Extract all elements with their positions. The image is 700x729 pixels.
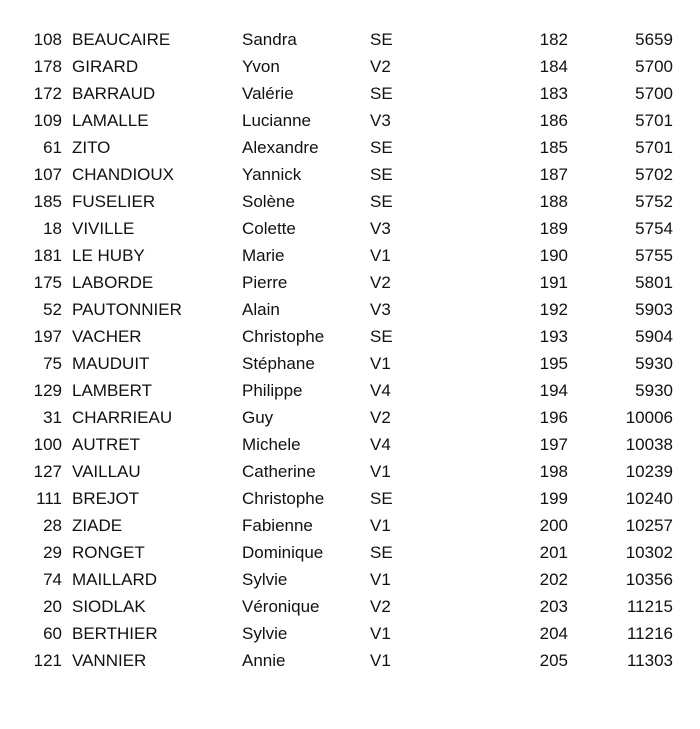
bib-number: 100 [33,435,62,454]
score: 10006 [625,408,673,427]
table-row [0,216,700,243]
category: SE [370,192,393,211]
rank: 191 [539,273,568,292]
category: V3 [370,111,391,130]
rank: 198 [539,462,568,481]
last-name: BEAUCAIRE [72,30,171,49]
table-row [0,243,700,270]
rank: 184 [539,57,568,76]
last-name: GIRARD [72,57,139,76]
rank: 204 [539,624,568,643]
first-name: Yvon [242,57,280,76]
category: V3 [370,300,391,319]
first-name: Lucianne [242,111,312,130]
first-name: Philippe [242,381,303,400]
score: 5659 [635,30,673,49]
first-name: Sandra [242,30,297,49]
category: V3 [370,219,391,238]
first-name: Colette [242,219,296,238]
rank: 187 [539,165,568,184]
bib-number: 109 [33,111,62,130]
first-name: Sylvie [242,570,288,589]
score: 10038 [625,435,673,454]
score: 10240 [625,489,673,508]
bib-number: 181 [33,246,62,265]
last-name: CHANDIOUX [72,165,175,184]
first-name: Véronique [242,597,320,616]
rank: 185 [539,138,568,157]
score: 5755 [635,246,673,265]
last-name: VACHER [72,327,142,346]
rank: 192 [539,300,568,319]
table-row [0,162,700,189]
table-row [0,135,700,162]
rank: 197 [539,435,568,454]
score: 10239 [625,462,673,481]
table-row [0,81,700,108]
rank: 182 [539,30,568,49]
bib-number: 172 [33,84,62,103]
last-name: AUTRET [72,435,140,454]
score: 5801 [635,273,673,292]
category: V4 [370,381,391,400]
last-name: BERTHIER [72,624,158,643]
category: SE [370,489,393,508]
category: V2 [370,408,391,427]
first-name: Annie [242,651,286,670]
rank: 194 [539,381,568,400]
first-name: Catherine [242,462,316,481]
results-table [0,27,700,675]
first-name: Dominique [242,543,324,562]
last-name: ZIADE [72,516,123,535]
category: V2 [370,57,391,76]
table-row [0,54,700,81]
first-name: Michele [242,435,301,454]
table-row [0,108,700,135]
category: SE [370,543,393,562]
last-name: BARRAUD [72,84,156,103]
rank: 186 [539,111,568,130]
category: V2 [370,597,391,616]
score: 10257 [625,516,673,535]
rank: 183 [539,84,568,103]
last-name: FUSELIER [72,192,156,211]
table-row [0,297,700,324]
score: 10356 [625,570,673,589]
first-name: Alexandre [242,138,319,157]
table-row [0,486,700,513]
category: SE [370,165,393,184]
bib-number: 121 [33,651,62,670]
last-name: PAUTONNIER [72,300,182,319]
category: SE [370,327,393,346]
bib-number: 29 [43,543,62,562]
category: V1 [370,624,391,643]
rank: 195 [539,354,568,373]
table-row [0,270,700,297]
rank: 199 [539,489,568,508]
table-row [0,648,700,675]
rank: 190 [539,246,568,265]
table-row [0,189,700,216]
last-name: MAUDUIT [72,354,150,373]
bib-number: 175 [33,273,62,292]
table-row [0,540,700,567]
last-name: LAMALLE [72,111,149,130]
bib-number: 18 [43,219,62,238]
first-name: Stéphane [242,354,315,373]
last-name: CHARRIEAU [72,408,173,427]
score: 5754 [635,219,673,238]
category: SE [370,138,393,157]
first-name: Valérie [242,84,294,103]
table-row [0,27,700,54]
score: 5930 [635,381,673,400]
first-name: Yannick [242,165,302,184]
bib-number: 129 [33,381,62,400]
first-name: Alain [242,300,280,319]
last-name: RONGET [72,543,145,562]
score: 5700 [635,84,673,103]
bib-number: 108 [33,30,62,49]
last-name: LABORDE [72,273,154,292]
last-name: VIVILLE [72,219,135,238]
first-name: Fabienne [242,516,313,535]
category: V1 [370,516,391,535]
score: 5701 [635,138,673,157]
table-row [0,594,700,621]
bib-number: 31 [43,408,62,427]
score: 5904 [635,327,673,346]
rank: 201 [539,543,568,562]
bib-number: 61 [43,138,62,157]
bib-number: 28 [43,516,62,535]
score: 11215 [626,597,673,616]
category: V1 [370,462,391,481]
table-row [0,378,700,405]
last-name: VAILLAU [72,462,141,481]
table-row [0,513,700,540]
bib-number: 20 [43,597,62,616]
table-row [0,324,700,351]
bib-number: 111 [36,489,62,508]
rank: 202 [539,570,568,589]
last-name: LAMBERT [72,381,152,400]
category: V1 [370,651,391,670]
score: 5701 [635,111,673,130]
first-name: Christophe [242,489,325,508]
bib-number: 178 [33,57,62,76]
category: V1 [370,246,391,265]
score: 5930 [635,354,673,373]
table-row [0,459,700,486]
last-name: BREJOT [72,489,140,508]
category: V2 [370,273,391,292]
last-name: LE HUBY [72,246,145,265]
score: 11303 [626,651,673,670]
rank: 188 [539,192,568,211]
category: V1 [370,354,391,373]
bib-number: 52 [43,300,62,319]
bib-number: 185 [33,192,62,211]
last-name: VANNIER [72,651,147,670]
table-row [0,621,700,648]
category: SE [370,30,393,49]
category: V1 [370,570,391,589]
score: 5700 [635,57,673,76]
rank: 193 [539,327,568,346]
score: 11216 [626,624,673,643]
rank: 205 [539,651,568,670]
table-row [0,351,700,378]
rank: 196 [539,408,568,427]
bib-number: 60 [43,624,62,643]
table-row [0,432,700,459]
rank: 200 [539,516,568,535]
bib-number: 107 [33,165,62,184]
bib-number: 74 [43,570,62,589]
first-name: Christophe [242,327,325,346]
bib-number: 75 [43,354,62,373]
category: SE [370,84,393,103]
table-row [0,567,700,594]
score: 5903 [635,300,673,319]
first-name: Marie [242,246,285,265]
first-name: Pierre [242,273,288,292]
score: 5752 [635,192,673,211]
first-name: Sylvie [242,624,288,643]
last-name: SIODLAK [72,597,146,616]
last-name: MAILLARD [72,570,158,589]
rank: 189 [539,219,568,238]
bib-number: 127 [33,462,62,481]
first-name: Solène [242,192,295,211]
rank: 203 [539,597,568,616]
bib-number: 197 [33,327,62,346]
score: 10302 [625,543,673,562]
category: V4 [370,435,391,454]
score: 5702 [635,165,673,184]
table-row [0,405,700,432]
first-name: Guy [242,408,274,427]
last-name: ZITO [72,138,111,157]
